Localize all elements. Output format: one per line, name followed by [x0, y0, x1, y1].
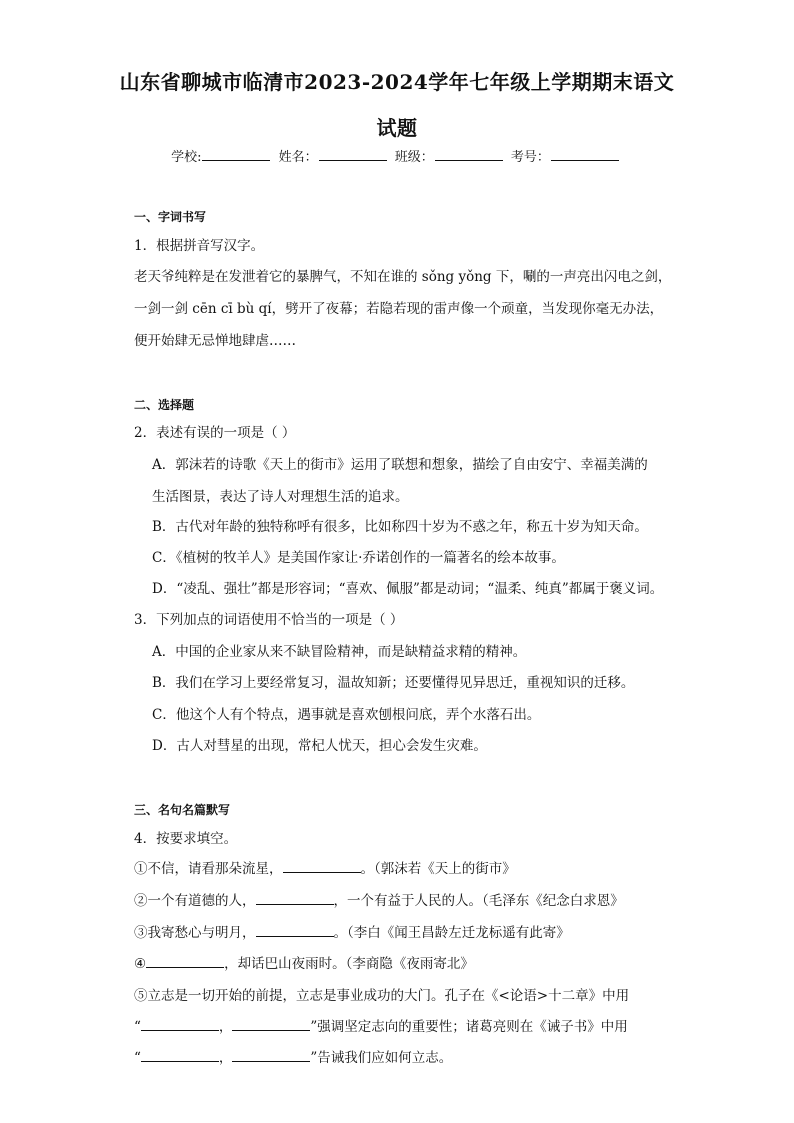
question-2-option-c[interactable]: C．《植树的牧羊人》是美国作家让·乔诺创作的一篇著名的绘本故事。	[152, 550, 565, 566]
page-title: 山东省聊城市临清市2023-2024学年七年级上学期期末语文	[119, 70, 675, 94]
section-heading-recitation: 三、名句名篇默写	[134, 803, 231, 817]
exam-number-label: 考号：	[510, 150, 550, 165]
answer-blank[interactable]	[141, 1017, 219, 1031]
class-label: 班级：	[394, 150, 434, 165]
question-2-option-a-cont: 生活图景，表达了诗人对理想生活的追求。	[152, 489, 409, 505]
name-field[interactable]	[319, 148, 387, 161]
page-title-cont: 试题	[376, 116, 418, 140]
answer-blank[interactable]	[141, 1048, 219, 1062]
fill-item-5-line-2: “ ， ”强调坚定志向的重要性；诸葛亮则在《诫子书》中用	[134, 1019, 628, 1035]
question-2-option-b[interactable]: B．古代对年龄的独特称呼有很多，比如称四十岁为不惑之年，称五十岁为知天命。	[152, 519, 648, 535]
answer-blank[interactable]	[232, 1048, 310, 1062]
question-1-paragraph-line: 老天爷纯粹是在发泄着它的暴脾气，不知在谁的 sǒng yǒng 下，唰的一声亮出闪电之剑，	[134, 269, 672, 285]
answer-blank[interactable]	[146, 954, 224, 968]
fill-item-1: ①不信，请看那朵流星， 。（郭沫若《天上的街市》	[134, 861, 516, 877]
answer-blank[interactable]	[283, 859, 361, 873]
fill-item-3: ③我寄愁心与明月， 。（李白《闻王昌龄左迁龙标遥有此寄》	[134, 925, 570, 941]
name-label: 姓名：	[278, 150, 318, 165]
question-1-stem: 1．根据拼音写汉字。	[134, 238, 265, 254]
exam-number-field[interactable]	[551, 148, 619, 161]
question-3-stem: 3．下列加点的词语使用不恰当的一项是（ ）	[134, 612, 404, 628]
section-heading-choice: 二、选择题	[134, 398, 195, 412]
fill-item-4: ④ ，却话巴山夜雨时。（李商隐《夜雨寄北》	[134, 956, 474, 972]
question-3-option-a[interactable]: A．中国的企业家从来不缺冒险精神，而是缺精益求精的精神。	[152, 644, 527, 660]
fill-item-5-line-3: “ ， ”告诫我们应如何立志。	[134, 1050, 453, 1066]
question-1-paragraph-line: 一剑一剑 cēn cī bù qí，劈开了夜幕；若隐若现的雷声像一个顽童，当发现你毫无办法，	[134, 301, 664, 317]
section-heading-vocab: 一、字词书写	[134, 210, 207, 224]
question-3-option-d[interactable]: D．古人对彗星的出现，常杞人忧天，担心会发生灾难。	[152, 738, 487, 754]
answer-blank[interactable]	[256, 923, 334, 937]
school-field[interactable]	[202, 148, 270, 161]
question-2-option-d[interactable]: D．“凌乱、强壮”都是形容词；“喜欢、佩服”都是动词；“温柔、纯真”都属于褒义词。	[152, 581, 664, 597]
question-3-option-c[interactable]: C．他这个人有个特点，遇事就是喜欢刨根问底，弄个水落石出。	[152, 707, 541, 723]
fill-item-5: ⑤立志是一切开始的前提，立志是事业成功的大门。孔子在《<论语>十二章》中用	[134, 988, 630, 1004]
fill-item-2: ②一个有道德的人， ，一个有益于人民的人。（毛泽东《纪念白求恩》	[134, 893, 624, 909]
question-2-stem: 2．表述有误的一项是（ ）	[134, 425, 296, 441]
answer-blank[interactable]	[232, 1017, 310, 1031]
student-info-row	[0, 146, 794, 165]
question-3-option-b[interactable]: B．我们在学习上要经常复习，温故知新；还要懂得见异思迁，重视知识的迁移。	[152, 675, 635, 691]
question-1-paragraph-line: 便开始肆无忌惮地肆虐……	[134, 333, 296, 349]
question-2-option-a[interactable]: A．郭沫若的诗歌《天上的街市》运用了联想和想象，描绘了自由安宁、幸福美满的	[152, 457, 648, 473]
school-label: 学校:	[171, 150, 202, 165]
question-4-stem: 4．按要求填空。	[134, 831, 238, 847]
answer-blank[interactable]	[256, 891, 334, 905]
class-field[interactable]	[435, 148, 503, 161]
